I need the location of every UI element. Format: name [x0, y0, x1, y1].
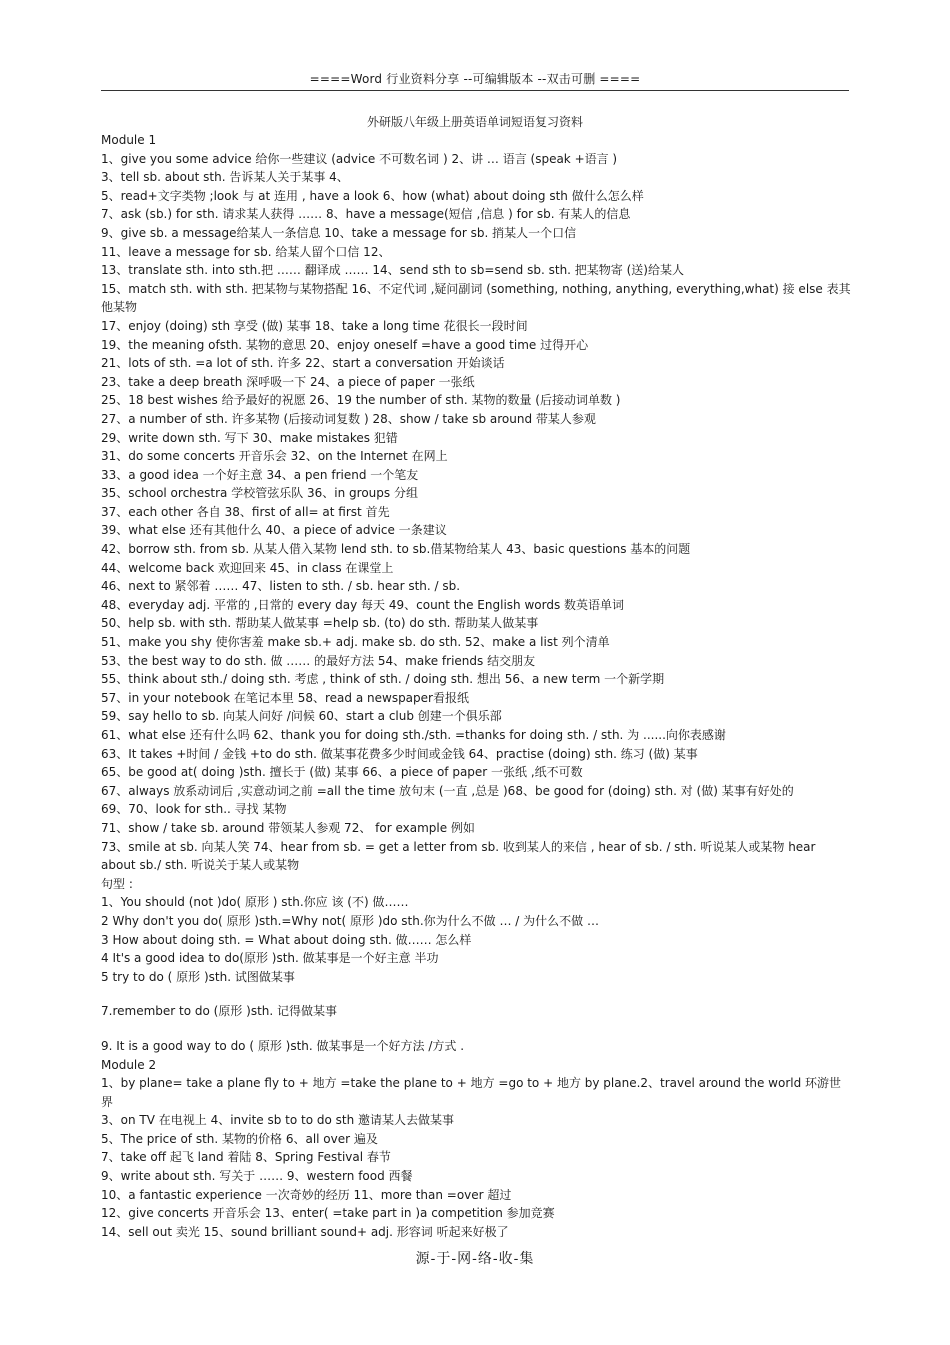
document-title: 外研版八年级上册英语单词短语复习资料 [366, 115, 583, 129]
text-line: Module 1 [101, 133, 157, 147]
text-line: 42、borrow sth. from sb. 从某人借入某物 lend sth. to sb.借某物给某人 43、basic questions 基本的问题 [101, 542, 691, 557]
text-line: 7.remember to do (原形 )sth. 记得做某事 [101, 1004, 338, 1019]
text-line: 5 try to do ( 原形 )sth. 试图做某事 [101, 969, 295, 984]
text-line: 31、do some concerts 开音乐会 32、on the Internet 在网上 [101, 449, 448, 464]
text-line: 5、read+文字类物 ;look 与 at 连用 , have a look 6、how (what) about doing sth 做什么怎么样 [101, 188, 644, 203]
blank-line [101, 1021, 851, 1037]
text-line: 10、a fantastic experience 一次奇妙的经历 11、more than =over 超过 [101, 1187, 512, 1202]
text-line: 3、on TV 在电视上 4、invite sb to to do sth 邀请某人去做某事 [101, 1113, 455, 1128]
text-line: 4 It's a good idea to do(原形 )sth. 做某事是一个好主意 半功 [101, 951, 439, 966]
text-line: Module 2 [101, 1057, 157, 1072]
text-line: 9、write about sth. 写关于 …… 9、western food 西餐 [101, 1169, 413, 1184]
text-line: 19、the meaning ofsth. 某物的意思 20、enjoy oneself =have a good time 过得开心 [101, 337, 589, 352]
text-line: 1、You should (not )do( 原形 ) sth.你应 该 (不) 做…… [101, 895, 409, 910]
text-line: 句型 : [101, 876, 133, 891]
text-line: 53、the best way to do sth. 做 …… 的最好方法 54、make friends 结交朋友 [101, 653, 536, 668]
text-line: 9、give sb. a message给某人一条信息 10、take a message for sb. 捎某人一个口信 [101, 225, 577, 240]
text-line: 44、welcome back 欢迎回来 45、in class 在课堂上 [101, 560, 394, 575]
text-line: 51、make you shy 使你害羞 make sb.+ adj. make sb. do sth. 52、make a list 列个清单 [101, 635, 610, 650]
text-line: 33、a good idea 一个好主意 34、a pen friend 一个笔友 [101, 467, 419, 482]
text-line: 73、smile at sb. 向某人笑 74、hear from sb. = get a letter from sb. 收到某人的来信 , hear of sb. / sth. 听说某人或某物 hear about sb./ sth. 听说关于某人或某物 [101, 839, 820, 873]
text-line: 46、next to 紧邻着 …… 47、listen to sth. / sb. hear sth. / sb. [101, 579, 461, 594]
text-line: 25、18 best wishes 给予最好的祝愿 26、19 the number of sth. 某物的数量 (后接动词单数 ) [101, 393, 621, 408]
text-line: 7、ask (sb.) for sth. 请求某人获得 …… 8、have a message(短信 ,信息 ) for sb. 有某人的信息 [101, 207, 631, 222]
text-line: 67、always 放系动词后 ,实意动词之前 =all the time 放句末 (一直 ,总是 )68、be good for (doing) sth. 对 (做) 某事有好处的 [101, 783, 794, 798]
blank-line [101, 986, 851, 1002]
text-line: 21、lots of sth. =a lot of sth. 许多 22、start a conversation 开始谈话 [101, 356, 505, 371]
text-line: 7、take off 起飞 land 着陆 8、Spring Festival 春节 [101, 1150, 391, 1165]
text-line: 15、match sth. with sth. 把某物与某物搭配 16、不定代词 ,疑问副词 (something, nothing, anything, everything,what) 接 else 表其他某物 [101, 281, 851, 315]
text-line: 59、say hello to sb. 向某人问好 /问候 60、start a club 创建一个俱乐部 [101, 709, 502, 724]
text-line: 3 How about doing sth. = What about doing sth. 做…… 怎么样 [101, 932, 472, 947]
text-line: 65、be good at( doing )sth. 擅长于 (做) 某事 66、a piece of paper 一张纸 ,纸不可数 [101, 765, 583, 780]
text-line: 57、in your notebook 在笔记本里 58、read a newspaper看报纸 [101, 690, 469, 705]
text-line: 12、give concerts 开音乐会 13、enter( =take part in )a competition 参加竞赛 [101, 1206, 555, 1221]
text-line: 48、everyday adj. 平常的 ,日常的 every day 每天 49、count the English words 数英语单词 [101, 597, 625, 612]
text-line: 37、each other 各自 38、first of all= at first 首先 [101, 504, 390, 519]
text-line: 27、a number of sth. 许多某物 (后接动词复数 ) 28、show / take sb around 带某人参观 [101, 411, 596, 426]
text-line: 17、enjoy (doing) sth 享受 (做) 某事 18、take a long time 花很长一段时间 [101, 318, 528, 333]
text-line: 5、The price of sth. 某物的价格 6、all over 遍及 [101, 1131, 378, 1146]
text-line: 3、tell sb. about sth. 告诉某人关于某事 4、 [101, 170, 349, 185]
text-line: 2 Why don't you do( 原形 )sth.=Why not( 原形 )do sth.你为什么不做 … / 为什么不做 … [101, 913, 599, 928]
text-line: 13、translate sth. into sth.把 …… 翻译成 …… 14、send sth to sb=send sb. sth. 把某物寄 (送)给某人 [101, 263, 684, 278]
page-header-banner: ====Word 行业资料分享 --可编辑版本 --双击可删 ==== [309, 72, 641, 86]
text-line: 23、take a deep breath 深呼吸一下 24、a piece of paper 一张纸 [101, 374, 475, 389]
text-line: 63、It takes +时间 / 金钱 +to do sth. 做某事花费多少时间或金钱 64、practise (doing) sth. 练习 (做) 某事 [101, 746, 698, 761]
text-line: 55、think about sth./ doing sth. 考虑 , think of sth. / doing sth. 想出 56、a new term 一个新学期 [101, 672, 665, 687]
text-line: 9. It is a good way to do ( 原形 )sth. 做某事是一个好方法 /方式 . [101, 1038, 465, 1053]
text-line: 14、sell out 卖光 15、sound brilliant sound+ adj. 形容词 听起来好极了 [101, 1224, 509, 1239]
page-footer: 源-于-网-络-收-集 [415, 1251, 535, 1267]
text-line: 50、help sb. with sth. 帮助某人做某事 =help sb. (to) do sth. 帮助某人做某事 [101, 616, 539, 631]
text-line: 11、leave a message for sb. 给某人留个口信 12、 [101, 244, 391, 259]
document-body [101, 131, 851, 1241]
header-divider [101, 90, 849, 91]
text-line: 71、show / take sb. around 带领某人参观 72、 for example 例如 [101, 820, 475, 835]
text-line: 69、70、look for sth.. 寻找 某物 [101, 802, 287, 817]
text-line: 39、what else 还有其他什么 40、a piece of advice 一条建议 [101, 523, 447, 538]
text-line: 29、write down sth. 写下 30、make mistakes 犯错 [101, 430, 398, 445]
text-line: 1、by plane= take a plane fly to + 地方 =take the plane to + 地方 =go to + 地方 by plane.2、travel around the world 环游世界 [101, 1076, 842, 1109]
text-line: 1、give you some advice 给你一些建议 (advice 不可数名词 ) 2、讲 … 语言 (speak +语言 ) [101, 151, 618, 166]
text-line: 61、what else 还有什么吗 62、thank you for doing sth./sth. =thanks for doing sth. / sth. 为 ......向你表感谢 [101, 728, 726, 742]
text-line: 35、school orchestra 学校管弦乐队 36、in groups 分组 [101, 486, 418, 501]
